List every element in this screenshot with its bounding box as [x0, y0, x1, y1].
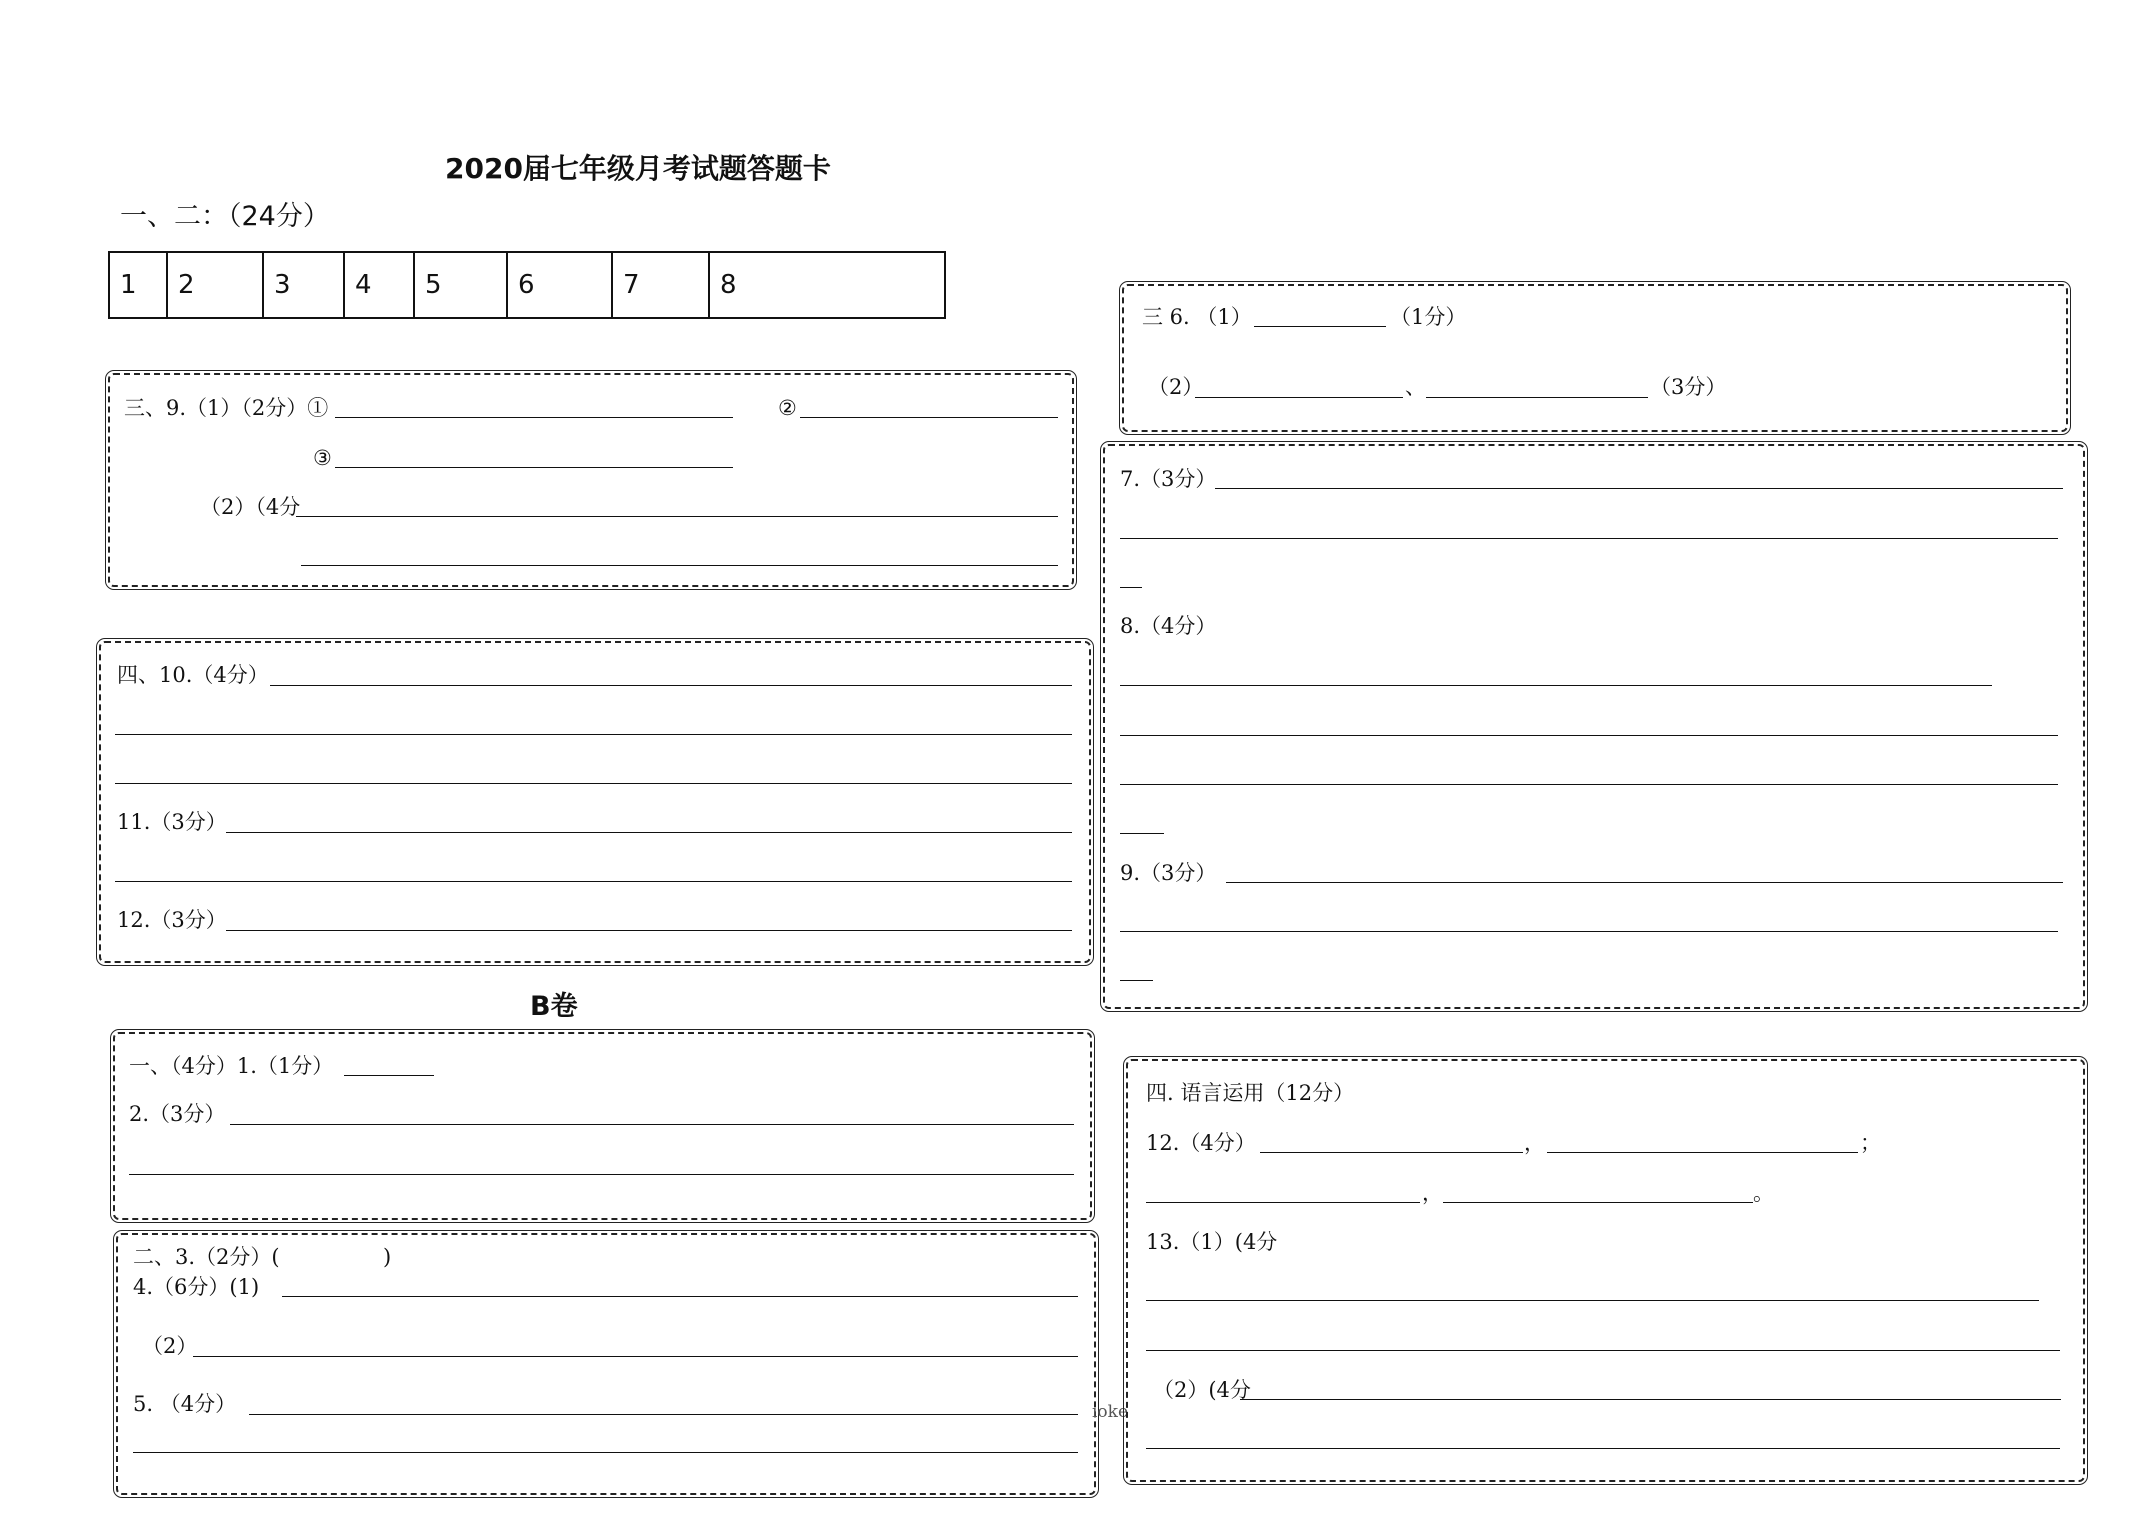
q9-2-label: （2）（4分: [200, 495, 301, 519]
q11-answer-line-1[interactable]: [226, 832, 1072, 833]
q9-1-answer-line-2[interactable]: [800, 417, 1058, 418]
q7-answer-line-2[interactable]: [1120, 538, 2058, 539]
lang-q12-period: 。: [1753, 1181, 1774, 1205]
grid-cell-2[interactable]: 2: [168, 253, 264, 317]
section-b2-box: [116, 1233, 1096, 1495]
section-3-q6-box: [1122, 284, 2068, 432]
section-4-box: [99, 641, 1091, 963]
q10-label: 四、10.（4分）: [117, 663, 269, 687]
q11-label: 11.（3分）: [117, 810, 227, 834]
b-q1-label: 一、（4分）1.（1分）: [129, 1054, 334, 1078]
watermark-text: ıoke: [1092, 1402, 1129, 1422]
q9-1-answer-line-3[interactable]: [335, 467, 733, 468]
grid-cell-6[interactable]: 6: [508, 253, 613, 317]
lang-q12-answer-line-4[interactable]: [1443, 1202, 1753, 1203]
q7-answer-line-3[interactable]: [1120, 587, 1142, 588]
q8-label: 8.（4分）: [1120, 614, 1217, 638]
lang-q13-2-answer-line-1[interactable]: [1240, 1399, 2061, 1400]
lang-q13-1-label: 13.（1）(4分: [1146, 1230, 1278, 1254]
lang-q12-comma-2: ，: [1422, 1181, 1443, 1205]
q9-1-label: 三、9.（1）（2分）①: [124, 396, 329, 420]
q9-1-mark-3: ③: [313, 446, 332, 470]
section-4-language-box: [1126, 1059, 2085, 1482]
grid-cell-5[interactable]: 5: [415, 253, 508, 317]
q9-answer-line-1[interactable]: [1226, 882, 2063, 883]
q8-answer-line-3[interactable]: [1120, 784, 2058, 785]
b-q3-label: 二、3.（2分）(: [133, 1245, 280, 1269]
q7-answer-line-1[interactable]: [1215, 488, 2063, 489]
q6-2-label: （2）: [1148, 375, 1204, 399]
q6-2-answer-line-1[interactable]: [1195, 397, 1403, 398]
q10-answer-line-2[interactable]: [115, 734, 1072, 735]
section-3-q7-9-box: [1103, 444, 2085, 1009]
section-b-title: B卷: [530, 991, 578, 1022]
q10-answer-line-1[interactable]: [270, 685, 1072, 686]
q9-answer-line-2[interactable]: [1120, 931, 2058, 932]
lang-q12-label: 12.（4分）: [1146, 1131, 1256, 1155]
q6-1-score: （1分）: [1390, 305, 1467, 329]
grid-cell-4[interactable]: 4: [345, 253, 415, 317]
grid-cell-7[interactable]: 7: [613, 253, 710, 317]
q12-label: 12.（3分）: [117, 908, 227, 932]
section-heading-1-2: 一、二：（24分）: [120, 201, 330, 232]
lang-q13-1-answer-line-2[interactable]: [1146, 1350, 2060, 1351]
b-q3-close-paren: ): [383, 1245, 392, 1269]
q9-2-answer-line-1[interactable]: [296, 516, 1058, 517]
b-q4-1-answer-line[interactable]: [282, 1296, 1078, 1297]
q8-answer-line-1[interactable]: [1120, 685, 1992, 686]
language-section-header: 四. 语言运用（12分）: [1146, 1081, 1355, 1105]
lang-q13-1-answer-line-1[interactable]: [1146, 1300, 2039, 1301]
q12-answer-line[interactable]: [226, 930, 1072, 931]
b-q4-2-answer-line[interactable]: [193, 1356, 1078, 1357]
q9-answer-line-3[interactable]: [1120, 980, 1153, 981]
q9-2-answer-line-2[interactable]: [301, 565, 1058, 566]
lang-q13-2-label: （2）(4分: [1153, 1378, 1251, 1402]
q8-answer-line-2[interactable]: [1120, 735, 2058, 736]
q9-label: 9.（3分）: [1120, 861, 1217, 885]
grid-cell-3[interactable]: 3: [264, 253, 345, 317]
q6-2-answer-line-2[interactable]: [1426, 397, 1648, 398]
q9-1-mark-2: ②: [778, 396, 797, 420]
page-title: 2020届七年级月考试题答题卡: [445, 152, 831, 185]
lang-q12-semicolon: ；: [1860, 1131, 1881, 1155]
b-q2-answer-line-2[interactable]: [129, 1174, 1074, 1175]
q7-label: 7.（3分）: [1120, 467, 1217, 491]
answer-number-grid: [108, 251, 946, 319]
b-q1-answer-line[interactable]: [344, 1075, 434, 1076]
q9-1-answer-line-1[interactable]: [335, 417, 733, 418]
q6-1-answer-line[interactable]: [1254, 326, 1386, 327]
q6-1-label: 三 6. （1）: [1142, 305, 1252, 329]
b-q4-2-label: （2）: [142, 1334, 198, 1358]
q6-2-score: （3分）: [1650, 375, 1727, 399]
b-q5-answer-line-1[interactable]: [249, 1414, 1078, 1415]
q11-answer-line-2[interactable]: [115, 881, 1072, 882]
b-q5-label: 5. （4分）: [133, 1392, 237, 1416]
q10-answer-line-3[interactable]: [115, 783, 1072, 784]
lang-q12-answer-line-3[interactable]: [1146, 1202, 1420, 1203]
lang-q12-answer-line-2[interactable]: [1547, 1152, 1858, 1153]
lang-q13-2-answer-line-2[interactable]: [1146, 1448, 2060, 1449]
b-q4-label: 4.（6分）(1): [133, 1275, 260, 1299]
b-q2-answer-line-1[interactable]: [230, 1124, 1074, 1125]
grid-cell-8[interactable]: 8: [720, 270, 737, 300]
grid-cell-1[interactable]: 1: [110, 253, 168, 317]
lang-q12-comma-1: ，: [1524, 1131, 1545, 1155]
b-q5-answer-line-2[interactable]: [133, 1452, 1078, 1453]
q6-2-separator: 、: [1405, 375, 1426, 399]
lang-q12-answer-line-1[interactable]: [1260, 1152, 1523, 1153]
b-q2-label: 2.（3分）: [129, 1102, 226, 1126]
q8-answer-line-4[interactable]: [1120, 833, 1164, 834]
